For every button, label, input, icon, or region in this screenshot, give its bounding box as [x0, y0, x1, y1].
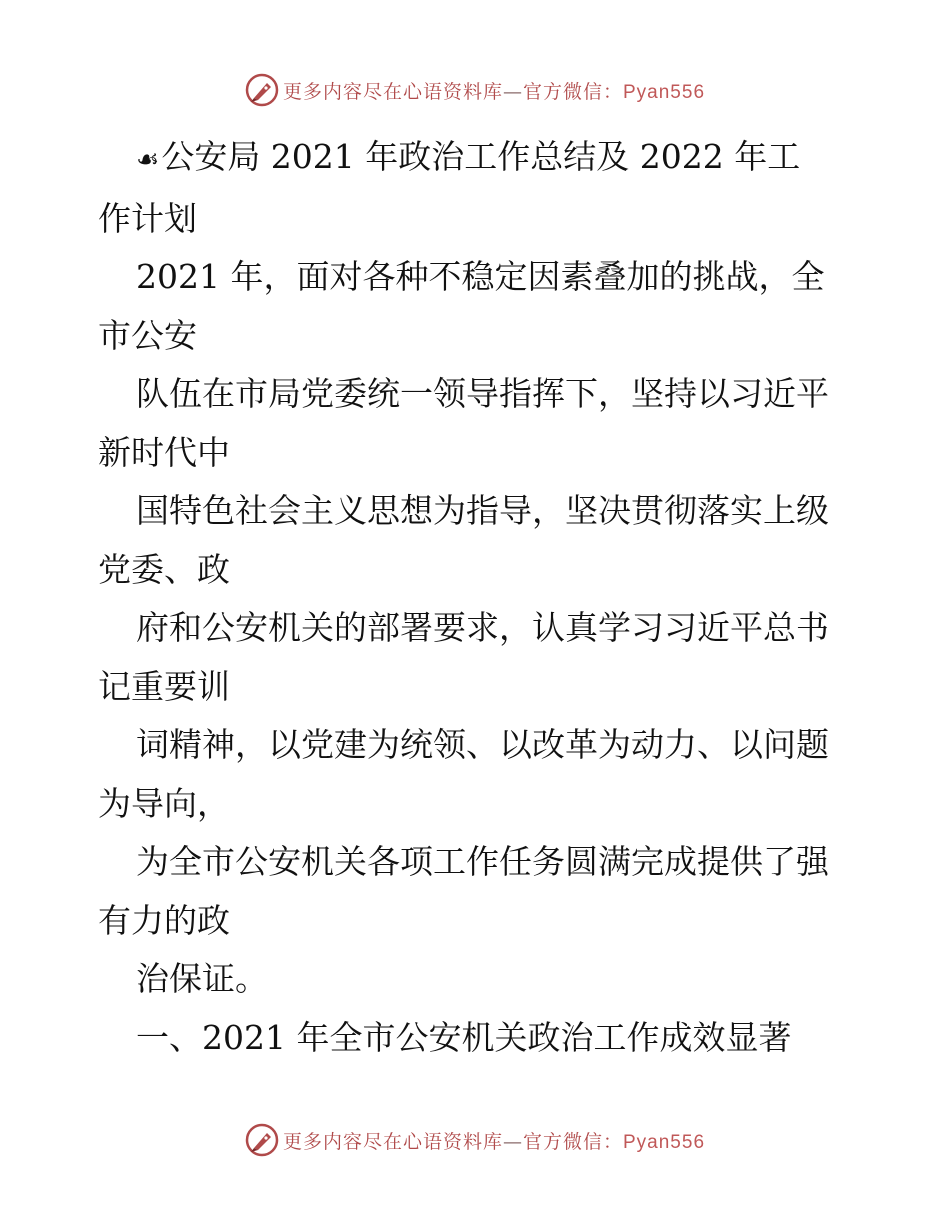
watermark-text: [283, 77, 705, 104]
title-line-2: 作计划: [98, 198, 197, 238]
watermark-wechat-label: 官方微信：: [522, 1130, 623, 1153]
watermark-site-name: 更多内容尽在心语资料库: [282, 80, 503, 103]
paragraph-line: 词精神，以党建为统领、以改革为动力、以问题 为导向，: [98, 725, 829, 823]
watermark-site-name: 更多内容尽在心语资料库: [282, 1130, 503, 1153]
paragraph-line: 国特色社会主义思想为指导，坚决贯彻落实上级 党委、政: [98, 491, 829, 589]
pen-nib-logo-icon: [245, 73, 279, 107]
title-line-1: 公安局 2021 年政治工作总结及 2022 年工: [161, 137, 801, 176]
watermark-dash: —: [502, 1130, 523, 1153]
watermark-wechat-id: Pyan556: [623, 81, 706, 103]
paragraph-line: 为全市公安机关各项工作任务圆满完成提供了强 有力的政: [98, 842, 829, 940]
paragraph-line: 府和公安机关的部署要求，认真学习习近平总书 记重要训: [98, 608, 829, 706]
footer-watermark: [0, 1120, 950, 1160]
watermark-wechat-label: 官方微信：: [522, 80, 623, 103]
pen-nib-logo-icon: [245, 1123, 279, 1157]
document-body: [98, 128, 858, 1067]
paragraph-line: 队伍在市局党委统一领导指挥下，坚持以习近平 新时代中: [98, 374, 829, 472]
watermark-dash: —: [502, 80, 523, 103]
header-watermark: [0, 70, 950, 110]
watermark-wechat-id: Pyan556: [623, 1131, 706, 1153]
paragraph-line: 治保证。: [136, 959, 268, 998]
ornament-icon: ☙: [136, 145, 160, 175]
paragraph-line: 2021 年，面对各种不稳定因素叠加的挑战，全 市公安: [98, 257, 825, 355]
section-heading-1: 一、2021 年全市公安机关政治工作成效显著: [136, 1017, 792, 1057]
watermark-text: [283, 1127, 705, 1154]
document-title: [98, 128, 858, 248]
